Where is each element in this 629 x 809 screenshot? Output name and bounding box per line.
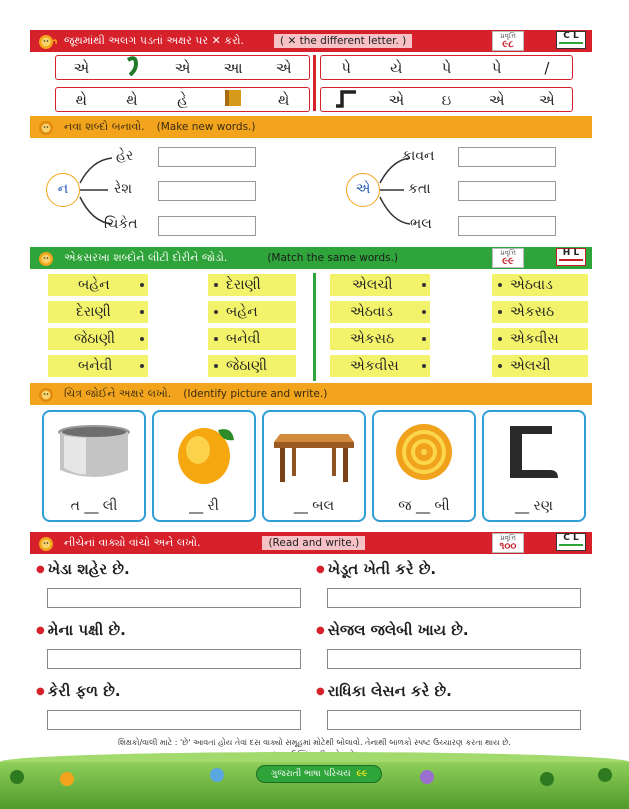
column-divider <box>313 273 316 381</box>
section-header-identify-picture <box>30 383 592 405</box>
letter-choice[interactable]: પે <box>441 58 452 77</box>
section-title: નવા શબ્દો બનાવો. <box>64 120 145 133</box>
match-word-left[interactable]: એકવીસ <box>330 355 430 377</box>
word-stem: કાવન <box>402 148 435 164</box>
section-subtitle-en: (Identify picture and write.) <box>183 388 328 400</box>
match-word-right[interactable]: બહેન <box>208 301 296 323</box>
level-tag: C L <box>556 31 586 49</box>
match-word-left[interactable]: બહેન <box>48 274 148 296</box>
answer-field[interactable] <box>158 216 256 236</box>
activity-badge: પ્રવૃત્તિ ૧૦૦ <box>492 533 524 553</box>
writing-field[interactable] <box>327 588 581 608</box>
answer-field[interactable] <box>158 181 256 201</box>
bird-icon <box>420 770 434 784</box>
tree-icon <box>10 770 24 784</box>
fill-in-caption: ત __ લી <box>70 498 118 514</box>
word-stem: કતા <box>408 181 431 197</box>
section-subtitle-en: (Read and write.) <box>262 536 365 550</box>
sentence-to-copy: ● રાધિકા લેસન કરે છે. <box>316 682 452 700</box>
tree-icon <box>598 768 612 782</box>
word-stem: ભલ <box>410 216 432 232</box>
letter-shape-icon <box>490 418 578 486</box>
activity-badge: પ્રવૃત્તિ ૯૯ <box>492 248 524 268</box>
letter-choice[interactable]: એ <box>388 90 405 109</box>
page-footer-tag: ગુજરાતી ભાષા પરિચય ૯૯ <box>256 765 382 783</box>
letter-choice[interactable]: એ <box>73 58 90 77</box>
match-word-right[interactable]: એલચી <box>492 355 588 377</box>
letter-choice[interactable]: એ <box>538 90 555 109</box>
match-word-right[interactable]: એકવીસ <box>492 328 588 350</box>
picture-card <box>482 410 586 522</box>
match-word-right[interactable]: એઠવાડ <box>492 274 588 296</box>
letter-choice[interactable]: થે <box>126 90 138 109</box>
word-stem: ચિકેત <box>104 216 138 232</box>
fill-in-caption: __ બલ <box>293 498 335 514</box>
writing-field[interactable] <box>47 588 301 608</box>
mango-icon <box>160 418 248 486</box>
teacher-note: શિક્ષકો/વાલી માટે : 'છે' આવતાં હોય તેવાં દસ વાક્યો સમૂહમાં મોટેથી બોલાવો. તેનાથી બાળકો સ્પષ્ટ ઉચ્ચારણ કરતા થાય છે. <box>118 738 511 747</box>
sentence-to-copy: ● કેરી ફળ છે. <box>36 682 121 700</box>
lion-mascot-icon <box>36 385 58 403</box>
match-word-left[interactable]: એલચી <box>330 274 430 296</box>
writing-field[interactable] <box>47 649 301 669</box>
answer-field[interactable] <box>458 216 556 236</box>
fill-in-caption: જ __ બી <box>398 498 450 514</box>
writing-field[interactable] <box>47 710 301 730</box>
section-subtitle-en: (Make new words.) <box>156 121 256 133</box>
branch-lines <box>0 0 629 250</box>
letter-choice[interactable]: ઇ <box>441 90 452 109</box>
lion-mascot-icon <box>36 249 58 267</box>
prefix-circle: એ <box>346 173 380 207</box>
fill-in-caption: __ રી <box>189 498 219 514</box>
letter-choice[interactable]: થે <box>75 90 88 109</box>
match-word-left[interactable]: એઠવાડ <box>330 301 430 323</box>
picture-card <box>42 410 146 522</box>
section-title: એકસરખા શબ્દોને લીટી દોરીને જોડો. <box>64 251 228 264</box>
match-word-left[interactable]: બનેવી <box>48 355 148 377</box>
letter-choice[interactable]: પે <box>491 58 502 77</box>
letter-choice[interactable]: પે <box>341 58 351 77</box>
match-word-right[interactable]: જેઠાણી <box>208 355 296 377</box>
activity-badge: પ્રવૃત્તિ ૯૮ <box>492 31 524 51</box>
letter-choice[interactable]: યે <box>390 58 403 77</box>
jalebi-icon <box>380 418 468 486</box>
match-word-right[interactable]: દેરાણી <box>208 274 296 296</box>
pot-icon <box>50 418 138 486</box>
word-stem: રેશ <box>114 181 133 197</box>
letter-choice[interactable]: હે <box>177 90 188 109</box>
lion-mascot-icon <box>60 772 74 786</box>
section-title: ચિત્ર જોઈને અક્ષર લખો. <box>64 387 172 400</box>
lion-mascot-icon <box>36 534 58 552</box>
section-subtitle-en: (Match the same words.) <box>267 252 399 264</box>
letter-choice[interactable]: થે <box>277 90 290 109</box>
sentence-to-copy: ● ખેડૂત ખેતી કરે છે. <box>316 560 437 578</box>
tree-icon <box>540 772 554 786</box>
level-tag: C L <box>556 533 586 551</box>
match-word-left[interactable]: જેઠાણી <box>48 328 148 350</box>
answer-field[interactable] <box>458 181 556 201</box>
match-word-right[interactable]: બનેવી <box>208 328 296 350</box>
picture-card <box>152 410 256 522</box>
letter-choice[interactable]: એ <box>488 90 505 109</box>
writing-field[interactable] <box>327 649 581 669</box>
page-number: ૯૯ <box>356 769 368 779</box>
level-tag: H L <box>556 248 586 266</box>
answer-field[interactable] <box>158 147 256 167</box>
sentence-to-copy: ● ખેડા શહેર છે. <box>36 560 130 578</box>
section-subtitle-en: ( ✕ the different letter. ) <box>274 34 412 48</box>
match-word-right[interactable]: એકસઠ <box>492 301 588 323</box>
answer-field[interactable] <box>458 147 556 167</box>
writing-field[interactable] <box>327 710 581 730</box>
fill-in-caption: __ રણ <box>515 498 553 514</box>
letter-choice[interactable]: એ <box>275 58 292 77</box>
word-stem: હેર <box>116 148 134 164</box>
match-word-left[interactable]: દેરાણી <box>48 301 148 323</box>
sentence-to-copy: ● મેના પક્ષી છે. <box>36 621 126 639</box>
table-icon <box>270 418 358 486</box>
section-title: નીચેનાં વાક્યો વાંચો અને લખો. <box>64 536 201 549</box>
letter-choice[interactable]: એ <box>174 58 191 77</box>
sentence-to-copy: ● સેજલ જલેબી ખાય છે. <box>316 621 469 639</box>
slash-mark[interactable]: / <box>544 58 550 77</box>
match-word-left[interactable]: એકસઠ <box>330 328 430 350</box>
prefix-circle: ન <box>46 173 80 207</box>
bird-icon <box>210 768 224 782</box>
picture-card <box>372 410 476 522</box>
letter-choice[interactable]: આ <box>223 58 243 77</box>
picture-card <box>262 410 366 522</box>
section-title: જૂથમાંથી અલગ પડતાં અક્ષર પર ✕ કરો. <box>64 34 245 47</box>
